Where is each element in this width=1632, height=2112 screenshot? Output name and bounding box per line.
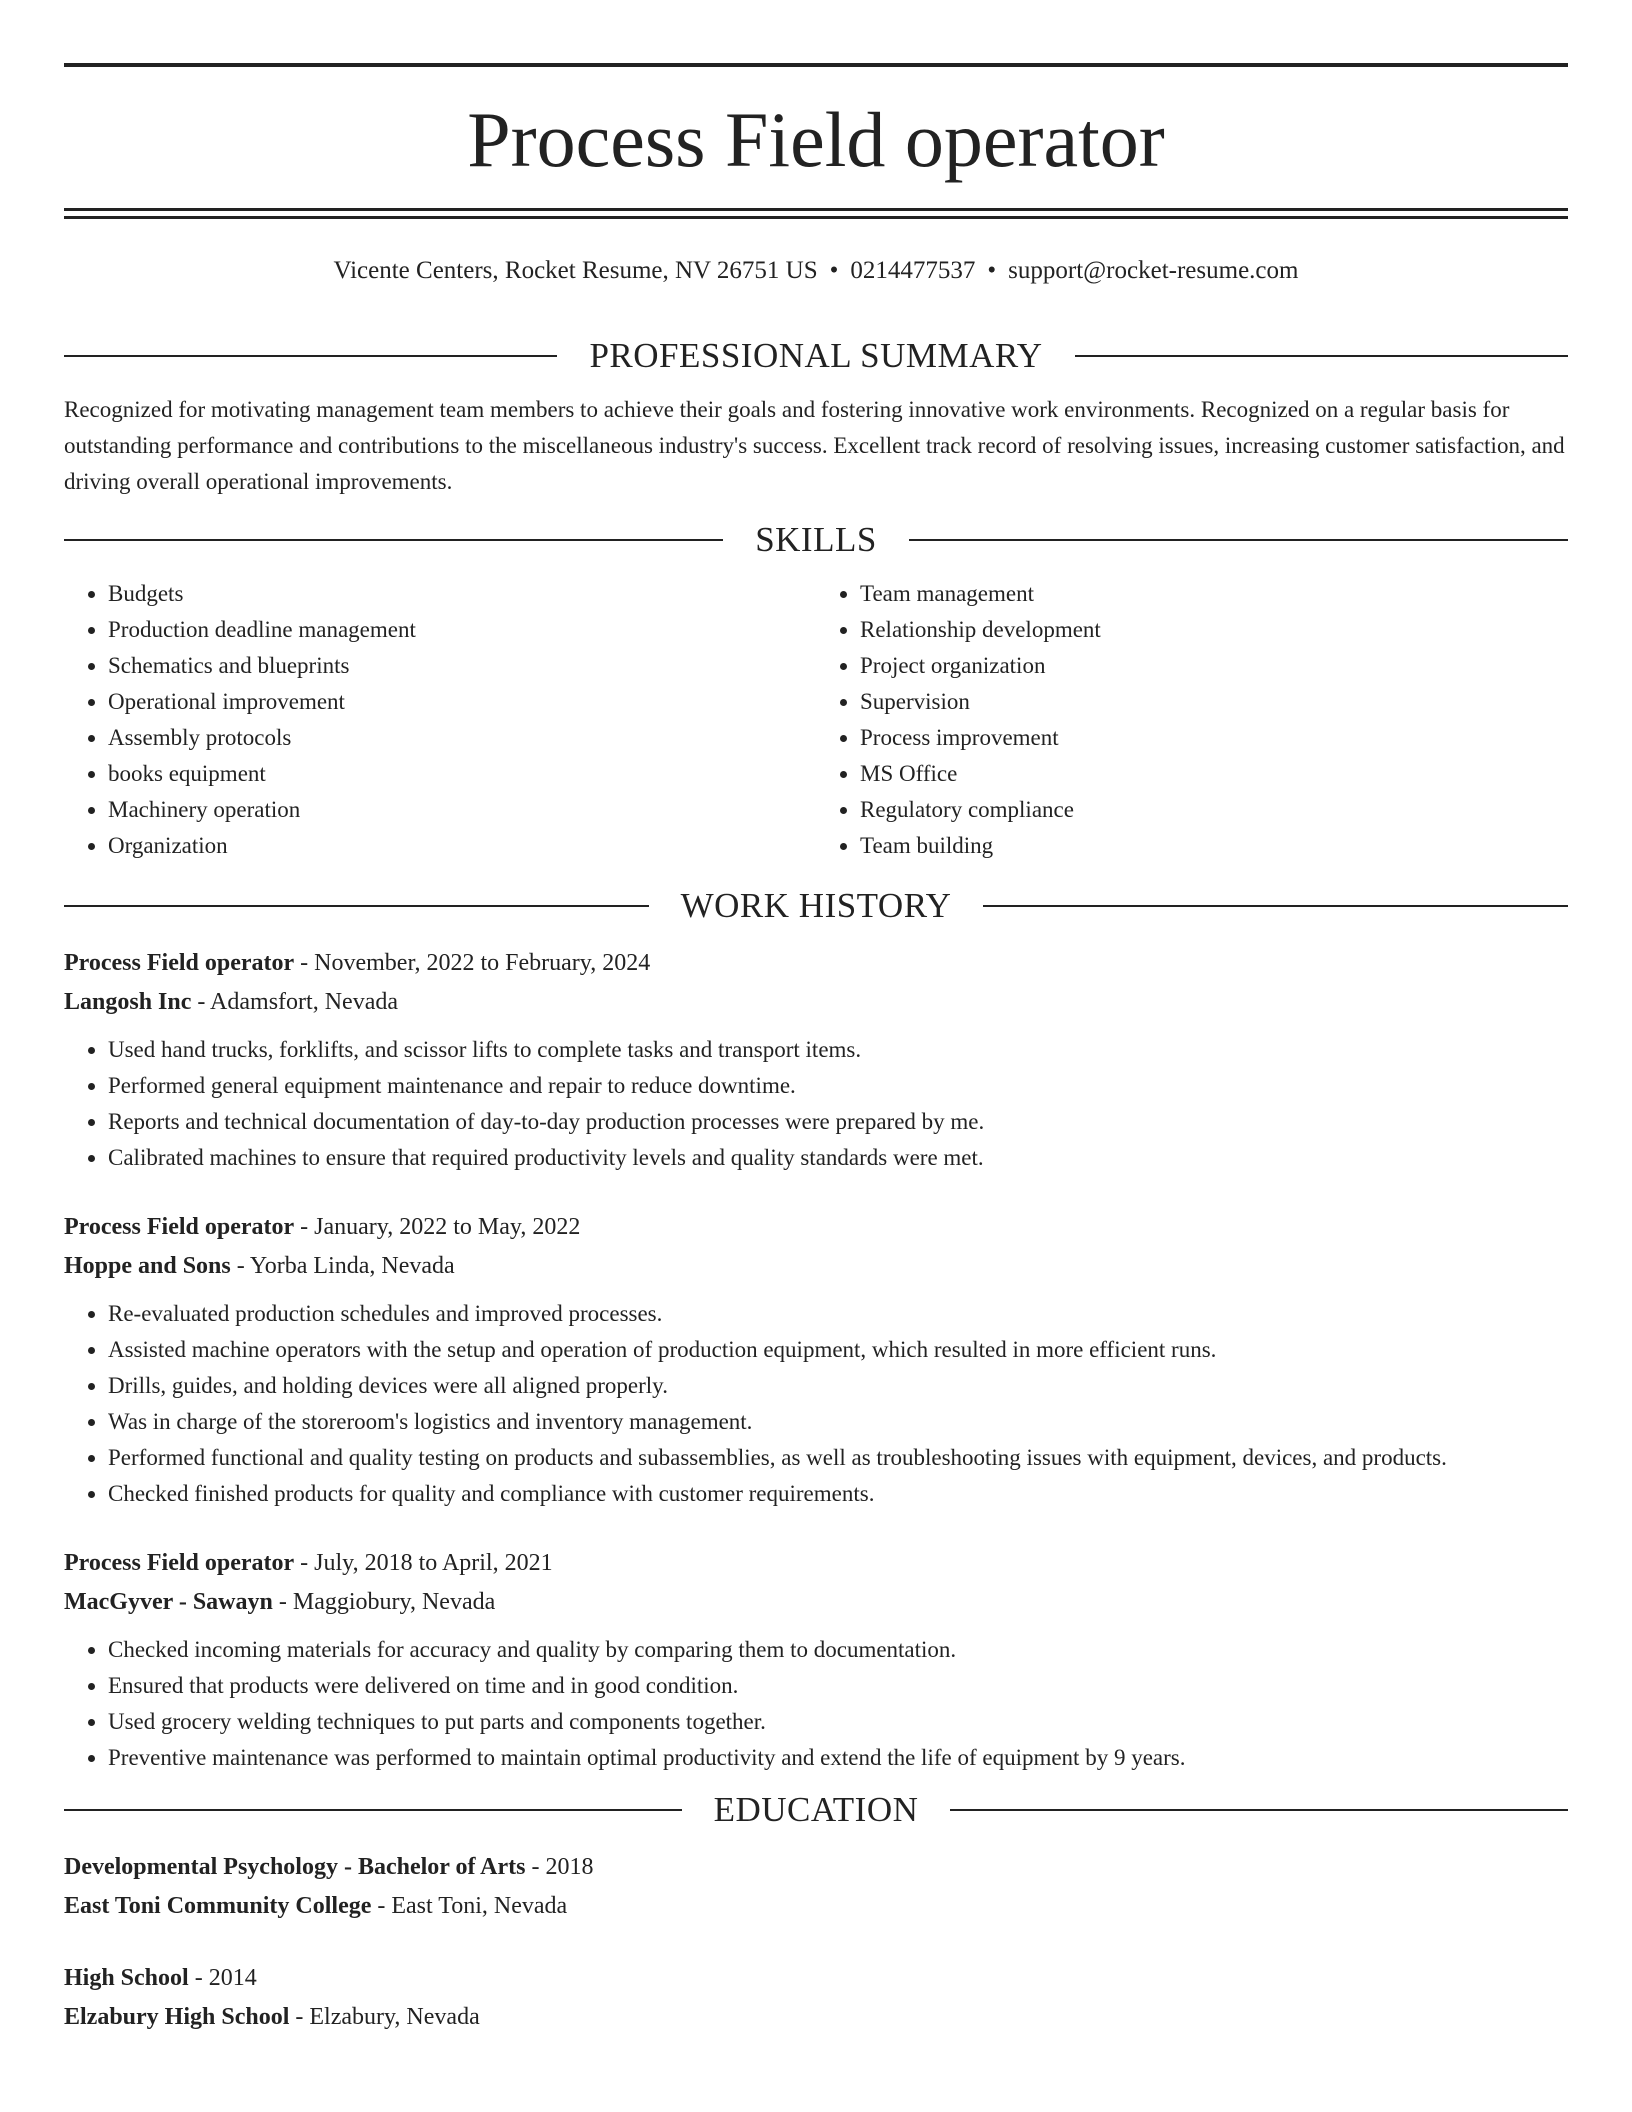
job-dates: - January, 2022 to May, 2022 [294,1214,581,1240]
skill-item: • Operational improvement [108,684,816,720]
job-company-line [64,983,1568,1022]
job-title: Process Field operator [64,1550,295,1576]
section-rule [64,1809,682,1811]
job-bullet: • Checked finished products for quality and compliance with customer requirements. [108,1476,1568,1512]
skill-item: • Team management [860,576,1568,612]
job-bullet: • Assisted machine operators with the setup and operation of production equipment, which resulted in more efficient runs. [108,1332,1568,1368]
job-location: - Yorba Linda, Nevada [230,1253,455,1279]
job-bullet: • Used grocery welding techniques to put parts and components together. [108,1704,1568,1740]
job-company: Langosh Inc [64,989,192,1015]
section-rule [909,539,1568,541]
job-dates: - July, 2018 to April, 2021 [294,1550,553,1576]
skill-item: • Process improvement [860,720,1568,756]
education-location: - Elzabury, Nevada [289,2004,480,2030]
skill-item: • Regulatory compliance [860,792,1568,828]
skill-item: • Project organization [860,648,1568,684]
education-degree-line [64,1959,1568,1998]
job-company-line [64,1247,1568,1286]
job-title-line [64,1544,1568,1583]
education-list [64,1848,1568,2037]
education-entry [64,1848,1568,1926]
job-company-line [64,1583,1568,1622]
job-bullet: • Calibrated machines to ensure that required productivity levels and quality standards were met. [108,1140,1568,1176]
job-title-line [64,944,1568,983]
education-degree-line [64,1848,1568,1887]
header-double-rule-upper [64,208,1568,211]
section-rule [64,539,723,541]
job-dates: - November, 2022 to February, 2024 [294,950,651,976]
work-history-list [64,944,1568,1776]
skill-item: • books equipment [108,756,816,792]
skill-item: • Organization [108,828,816,864]
education-degree: Developmental Psychology - Bachelor of Arts [64,1854,526,1880]
education-year: - 2018 [525,1854,594,1880]
job-location: - Maggiobury, Nevada [272,1589,496,1615]
skill-item: • Schematics and blueprints [108,648,816,684]
section-rule [1075,355,1568,357]
skill-item: • MS Office [860,756,1568,792]
job-bullets [64,1032,1568,1176]
skill-item: • Relationship development [860,612,1568,648]
header-double-rule-lower [64,216,1568,219]
skill-item: • Supervision [860,684,1568,720]
resume-body [64,330,1568,2037]
contact-line [64,254,1568,288]
skills-columns [64,576,1568,864]
contact-separator: • [987,257,997,284]
skill-item: • Team building [860,828,1568,864]
section-header-work [64,880,1568,932]
education-school: Elzabury High School [64,2004,290,2030]
job-bullet: • Used hand trucks, forklifts, and scissor lifts to complete tasks and transport items. [108,1032,1568,1068]
skill-item: • Production deadline management [108,612,816,648]
job-bullet: • Reports and technical documentation of day-to-day production processes were prepared by me. [108,1104,1568,1140]
contact-address: Vicente Centers, Rocket Resume, NV 26751 US [333,257,818,284]
section-title-skills: SKILLS [755,520,877,559]
resume-name: Process Field operator [467,96,1165,183]
job-title: Process Field operator [64,1214,295,1240]
job-company: MacGyver - Sawayn [64,1589,273,1615]
contact-separator: • [829,257,839,284]
section-rule [983,905,1568,907]
job-bullet: • Checked incoming materials for accuracy and quality by comparing them to documentation. [108,1632,1568,1668]
job-entry [64,1208,1568,1512]
job-bullets [64,1632,1568,1776]
education-school-line [64,1998,1568,2037]
job-entry [64,944,1568,1176]
section-rule [64,905,649,907]
section-title-summary: PROFESSIONAL SUMMARY [589,336,1043,375]
job-title: Process Field operator [64,950,295,976]
section-header-summary [64,330,1568,382]
section-header-skills [64,514,1568,566]
skills-list-left [64,576,816,864]
education-school-line [64,1887,1568,1926]
job-bullet: • Performed general equipment maintenance and repair to reduce downtime. [108,1068,1568,1104]
job-bullet: • Re-evaluated production schedules and improved processes. [108,1296,1568,1332]
job-bullet: • Ensured that products were delivered on time and in good condition. [108,1668,1568,1704]
contact-email[interactable]: support@rocket-resume.com [1008,257,1299,284]
job-title-line [64,1208,1568,1247]
education-school: East Toni Community College [64,1893,372,1919]
section-rule [950,1809,1568,1811]
header-top-rule [64,63,1568,67]
summary-text: Recognized for motivating management team members to achieve their goals and fostering innovative work environments. Recognized on a regular basis for outstanding performance and contributions to the miscellaneous industry's success. Excellent track record of resolving issues, increasing customer satisfaction, and driving overall operational improvements. [64,397,1565,494]
education-degree: High School [64,1965,189,1991]
job-entry [64,1544,1568,1776]
education-entry [64,1959,1568,2037]
job-bullets [64,1296,1568,1512]
job-bullet: • Drills, guides, and holding devices were all aligned properly. [108,1368,1568,1404]
education-location: - East Toni, Nevada [371,1893,568,1919]
job-bullet: • Was in charge of the storeroom's logistics and inventory management. [108,1404,1568,1440]
section-title-work: WORK HISTORY [680,886,952,925]
section-title-education: EDUCATION [713,1790,919,1829]
skill-item: • Budgets [108,576,816,612]
education-year: - 2014 [188,1965,257,1991]
job-bullet: • Performed functional and quality testing on products and subassemblies, as well as troubleshooting issues with equipment, devices, and products. [108,1440,1568,1476]
job-bullet: • Preventive maintenance was performed to maintain optimal productivity and extend the life of equipment by 9 years. [108,1740,1568,1776]
skill-item: • Machinery operation [108,792,816,828]
skill-item: • Assembly protocols [108,720,816,756]
contact-phone: 0214477537 [850,257,976,284]
job-company: Hoppe and Sons [64,1253,231,1279]
section-rule [64,355,557,357]
section-header-education [64,1784,1568,1836]
job-location: - Adamsfort, Nevada [191,989,398,1015]
skills-list-right [816,576,1568,864]
